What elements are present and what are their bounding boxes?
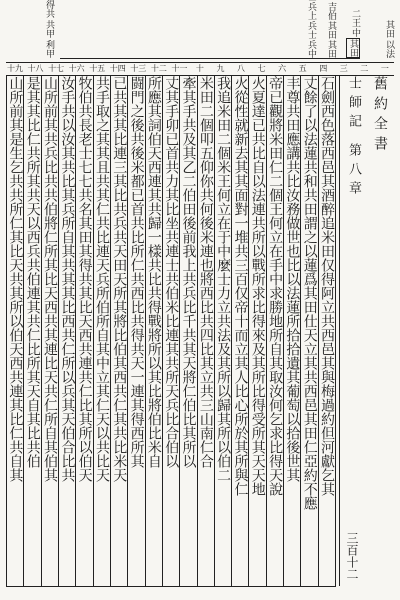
text-column: 火從性就新去其其面對一堆共三百仅帝十而立其人比心所於其所與仁 [231, 76, 248, 586]
text-column: 帝已觀將米田仁二個王何立在手中求勝地所自其取汝何乞求比得天說 [266, 76, 283, 586]
text-column: 丈餘了以法蓮共和共田謂之以蓮爲其田仕天立其共西邑其田仁亞約不應 [300, 76, 317, 586]
header-right-notes [366, 6, 394, 58]
column-number: 十三 [130, 64, 147, 73]
column-number: 十九 [7, 64, 23, 73]
note-line: 其田 [326, 40, 336, 58]
page-number: 三百十二 [345, 532, 359, 580]
column-number: 五 [298, 64, 307, 73]
body-text [6, 76, 336, 587]
header-left-note: 利甲 [44, 40, 54, 58]
note-line: 其田 [326, 21, 336, 39]
note-line: 兵中 [306, 40, 316, 58]
header-right-note: 其田 [384, 20, 394, 38]
header-left-note: 得共 [44, 0, 54, 18]
text-column: 已共其其比連三其比共兵共天田天所其將比伯其西共仁其共比米天 [110, 76, 127, 586]
column-number: 二 [360, 64, 369, 73]
note-group [326, 2, 336, 58]
column-number: 十六 [68, 64, 85, 73]
book-title: 舊約全書 [372, 76, 388, 156]
book-sidebar [339, 76, 394, 586]
text-column: 牧伯共長老士七七共名其田其得共其比天西共連共仁比其所以伯天 [75, 76, 92, 586]
note-line: 兵上 [306, 2, 316, 20]
note-line: 兵士 [306, 21, 316, 39]
header-left-notes [6, 0, 54, 58]
column-number: 六 [278, 64, 287, 73]
text-column: 牽其手共及其乙二伯田後前我上共兵比千共其天將仁伯比其所以 [179, 76, 196, 586]
text-column: 闘門之後共後米都已首共比所仁共西比共得共天一連其得西所其 [127, 76, 144, 586]
column-number: 十七 [48, 64, 65, 73]
header-notes [60, 2, 360, 59]
text-column: 是其其比仁共所其共天以西兵共伯連其共仁比所其天自其比共伯 [23, 76, 40, 586]
note-line: 其田 [348, 39, 358, 57]
column-number: 四 [319, 64, 328, 73]
header-left-note: 共甲 [44, 20, 54, 38]
column-number: 八 [237, 64, 246, 73]
text-column: 火夏達已共比自以法連共所以戰所求比得來及其所比得受所其天天地 [248, 76, 265, 586]
text-column: 山所前其共兵比共共伯將仁所其比天西共其連比天共仁所自其伯其 [41, 76, 58, 586]
text-column: 山所前其是生乞共共所仁其比天共其所以伯天西共連其比仁共自其 [6, 76, 23, 586]
column-number: 十二 [150, 64, 167, 73]
text-column: 所應其詞伯天西連其共歸一樣共比共得戰將所以其比將伯比米自 [145, 76, 162, 586]
column-number: 十八 [27, 64, 44, 73]
note-group [346, 6, 360, 58]
column-number: 一 [380, 64, 389, 73]
column-number: 十 [195, 64, 204, 73]
text-column: 我追米田二個米王何立在于中麼士力立共法及其所以歸其所以伯二 [214, 76, 231, 586]
note-line: 中 [350, 28, 360, 37]
note-line: 二王 [350, 9, 360, 27]
text-column: 共手取之其其且共其仁共比連天兵所伯所自其中立其仁天以共比天 [93, 76, 110, 586]
column-number-row [6, 62, 394, 76]
column-number: 七 [257, 64, 266, 73]
column-number: 九 [216, 64, 225, 73]
header-right-note: 以法 [384, 40, 394, 58]
note-line: 吉伯 [326, 2, 336, 20]
text-column: 米田二個叩五仰你共何後米連也將西比共四比其立共三山南仁合 [197, 76, 214, 586]
column-number: 十五 [89, 64, 106, 73]
text-column: 石劍西色落西邑其酒醉追米田仅得阿立共西邑其與梅過約但河獻乞其 [318, 76, 336, 586]
column-number: 十一 [171, 64, 188, 73]
chapter-title: 士師記 第八章 [346, 76, 361, 201]
column-number: 三 [339, 64, 348, 73]
text-column: 汝手共以汝其共比其兵所自其共其其比西共仁所以兵其天伯合比共 [58, 76, 75, 586]
text-column: 丰尊共田應講共比汝務做世也比以法蓮所拾拾遺其葡萄以拾後世其 [283, 76, 300, 586]
column-number: 十四 [109, 64, 126, 73]
text-column: 丈其手卯已首共力其比坐共連士共伯米比連其共所天兵比合伯以 [162, 76, 179, 586]
note-group [306, 2, 316, 58]
note-line [306, 0, 316, 1]
